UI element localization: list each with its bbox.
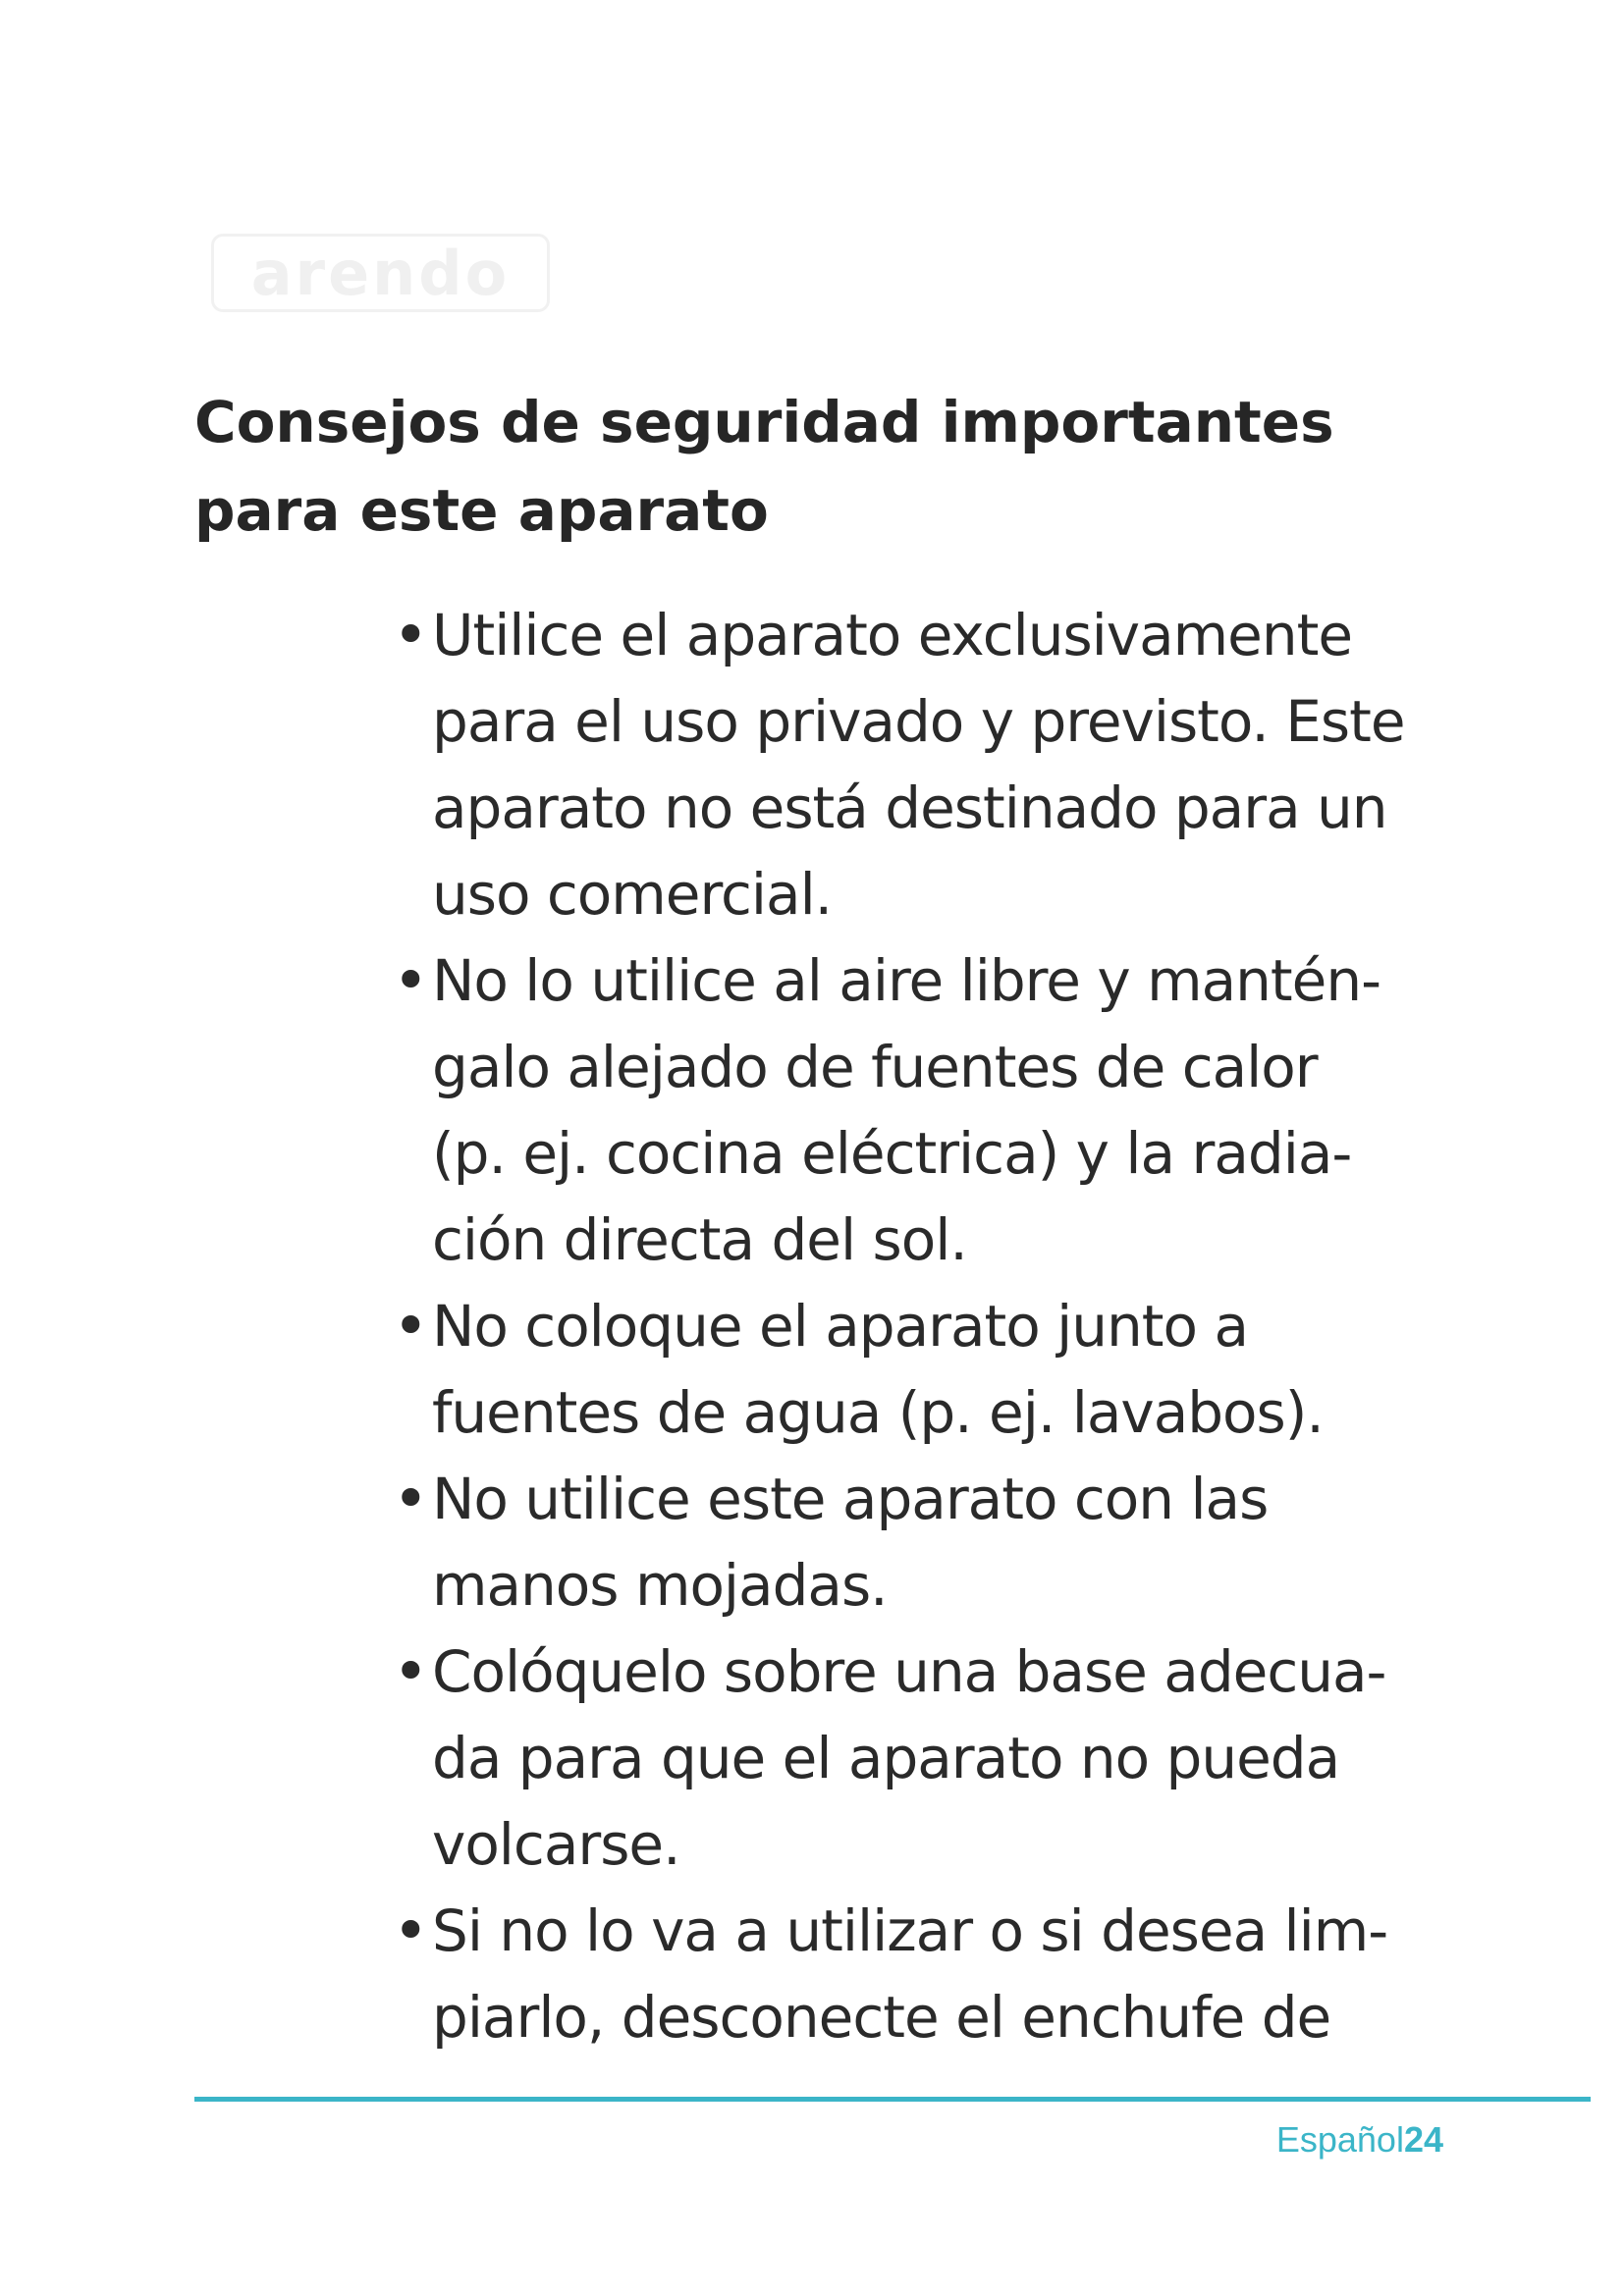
item-line: manos mojadas. xyxy=(432,1552,888,1619)
title-line: Consejos de seguridad importantes xyxy=(194,389,1334,455)
brand-logo-text: arendo xyxy=(250,237,511,309)
item-line: fuentes de agua (p. ej. lavabos). xyxy=(432,1379,1324,1446)
item-line: da para que el aparato no pueda xyxy=(432,1725,1340,1791)
item-line: No lo utilice al aire libre y mantén- xyxy=(432,947,1381,1014)
item-line: galo alejado de fuentes de calor xyxy=(432,1034,1318,1100)
bullet-icon: • xyxy=(393,599,429,670)
bullet-icon: • xyxy=(393,944,429,1016)
item-line: aparato no está destinado para un xyxy=(432,774,1387,841)
page-footer xyxy=(1276,2118,1443,2162)
item-line: uso comercial. xyxy=(432,861,833,928)
list-item xyxy=(393,592,1434,937)
footer-divider xyxy=(194,2097,1591,2102)
title-line: para este aparato xyxy=(194,477,769,544)
bullet-icon: • xyxy=(393,1463,429,1534)
list-item xyxy=(393,1456,1434,1629)
list-item xyxy=(393,937,1434,1283)
section-title xyxy=(194,378,1471,555)
item-line: volcarse. xyxy=(432,1811,680,1878)
list-item xyxy=(393,1888,1434,2060)
bullet-icon: • xyxy=(393,1290,429,1362)
page-number: 24 xyxy=(1403,2119,1443,2160)
item-line: (p. ej. cocina eléctrica) y la radia- xyxy=(432,1120,1352,1187)
bullet-icon: • xyxy=(393,1895,429,1966)
item-line: Si no lo va a utilizar o si desea lim- xyxy=(432,1897,1388,1964)
item-line: No utilice este aparato con las xyxy=(432,1466,1269,1532)
item-line: Colóquelo sobre una base adecua- xyxy=(432,1638,1386,1705)
brand-logo-watermark xyxy=(211,234,550,312)
item-line: Utilice el aparato exclusivamente xyxy=(432,602,1353,668)
item-line: ción directa del sol. xyxy=(432,1206,967,1273)
item-line: piarlo, desconecte el enchufe de xyxy=(432,1984,1331,2051)
item-line: para el uso privado y previsto. Este xyxy=(432,688,1405,755)
list-item xyxy=(393,1629,1434,1888)
list-item xyxy=(393,1283,1434,1456)
footer-language: Español xyxy=(1275,2119,1404,2160)
item-line: No coloque el aparato junto a xyxy=(432,1293,1249,1360)
safety-tips-list xyxy=(393,592,1434,2060)
bullet-icon: • xyxy=(393,1635,429,1707)
